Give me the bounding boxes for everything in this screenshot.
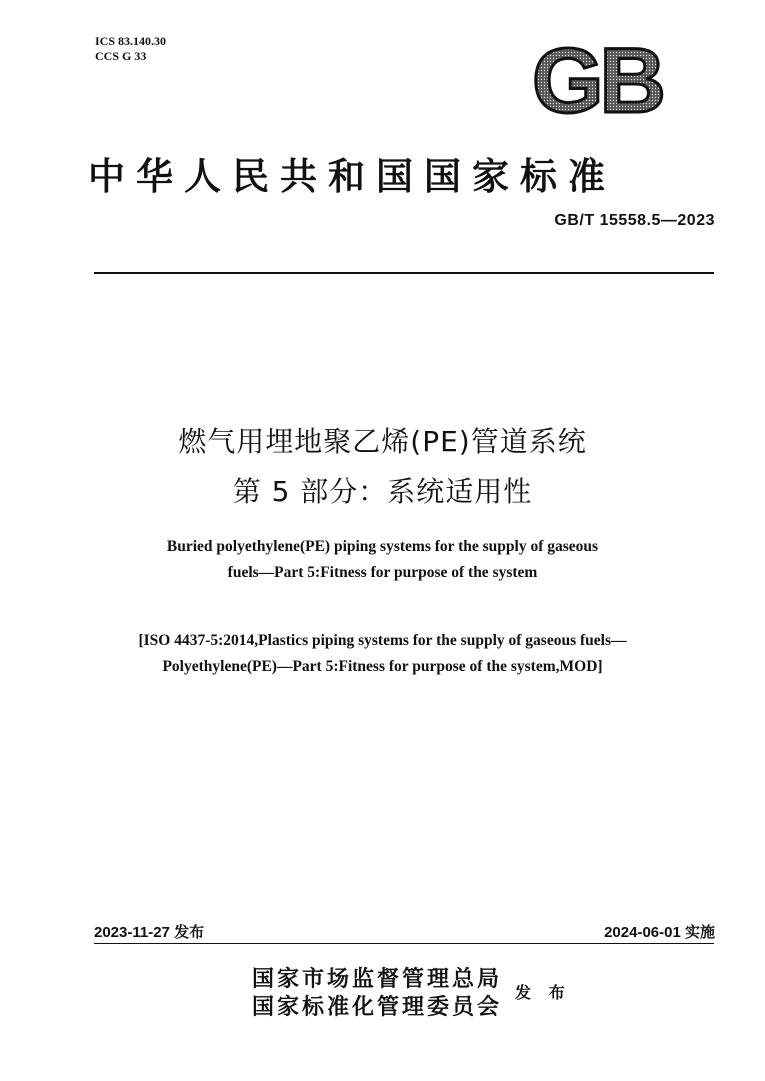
national-standard-title: 中华人民共和国国家标准 [88,154,616,198]
ccs-code: CCS G 33 [95,49,147,63]
top-divider [94,272,714,274]
issue-date: 2023-11-27 发布 [94,924,205,941]
ics-code: ICS 83.140.30 [95,34,167,48]
issuer-line-1: 国家市场监督管理总局 [252,966,503,992]
english-title-line-1: Buried polyethylene(PE) piping systems for the supply of gaseous [166,538,599,555]
bottom-divider [94,943,714,944]
chinese-title-line-2: 第 5 部分：系统适用性 [232,475,533,508]
issuer-line-2: 国家标准化管理委员会 [252,994,503,1020]
iso-reference-line-1: [ISO 4437-5:2014,Plastics piping systems for the supply of gaseous fuels— [138,632,627,649]
implementation-date: 2024-06-01 实施 [604,924,715,941]
iso-reference-line-2: Polyethylene(PE)—Part 5:Fitness for purpose of the system,MOD] [162,658,603,675]
standard-number: GB/T 15558.5—2023 [554,212,715,229]
publish-label: 发 布 [515,983,571,1002]
english-title-line-2: fuels—Part 5:Fitness for purpose of the system [227,564,538,581]
classification-codes [95,34,166,64]
gb-logo-text: GB [532,42,662,118]
gb-logo [522,42,672,118]
chinese-title-line-1: 燃气用埋地聚乙烯(PE)管道系统 [178,425,587,458]
